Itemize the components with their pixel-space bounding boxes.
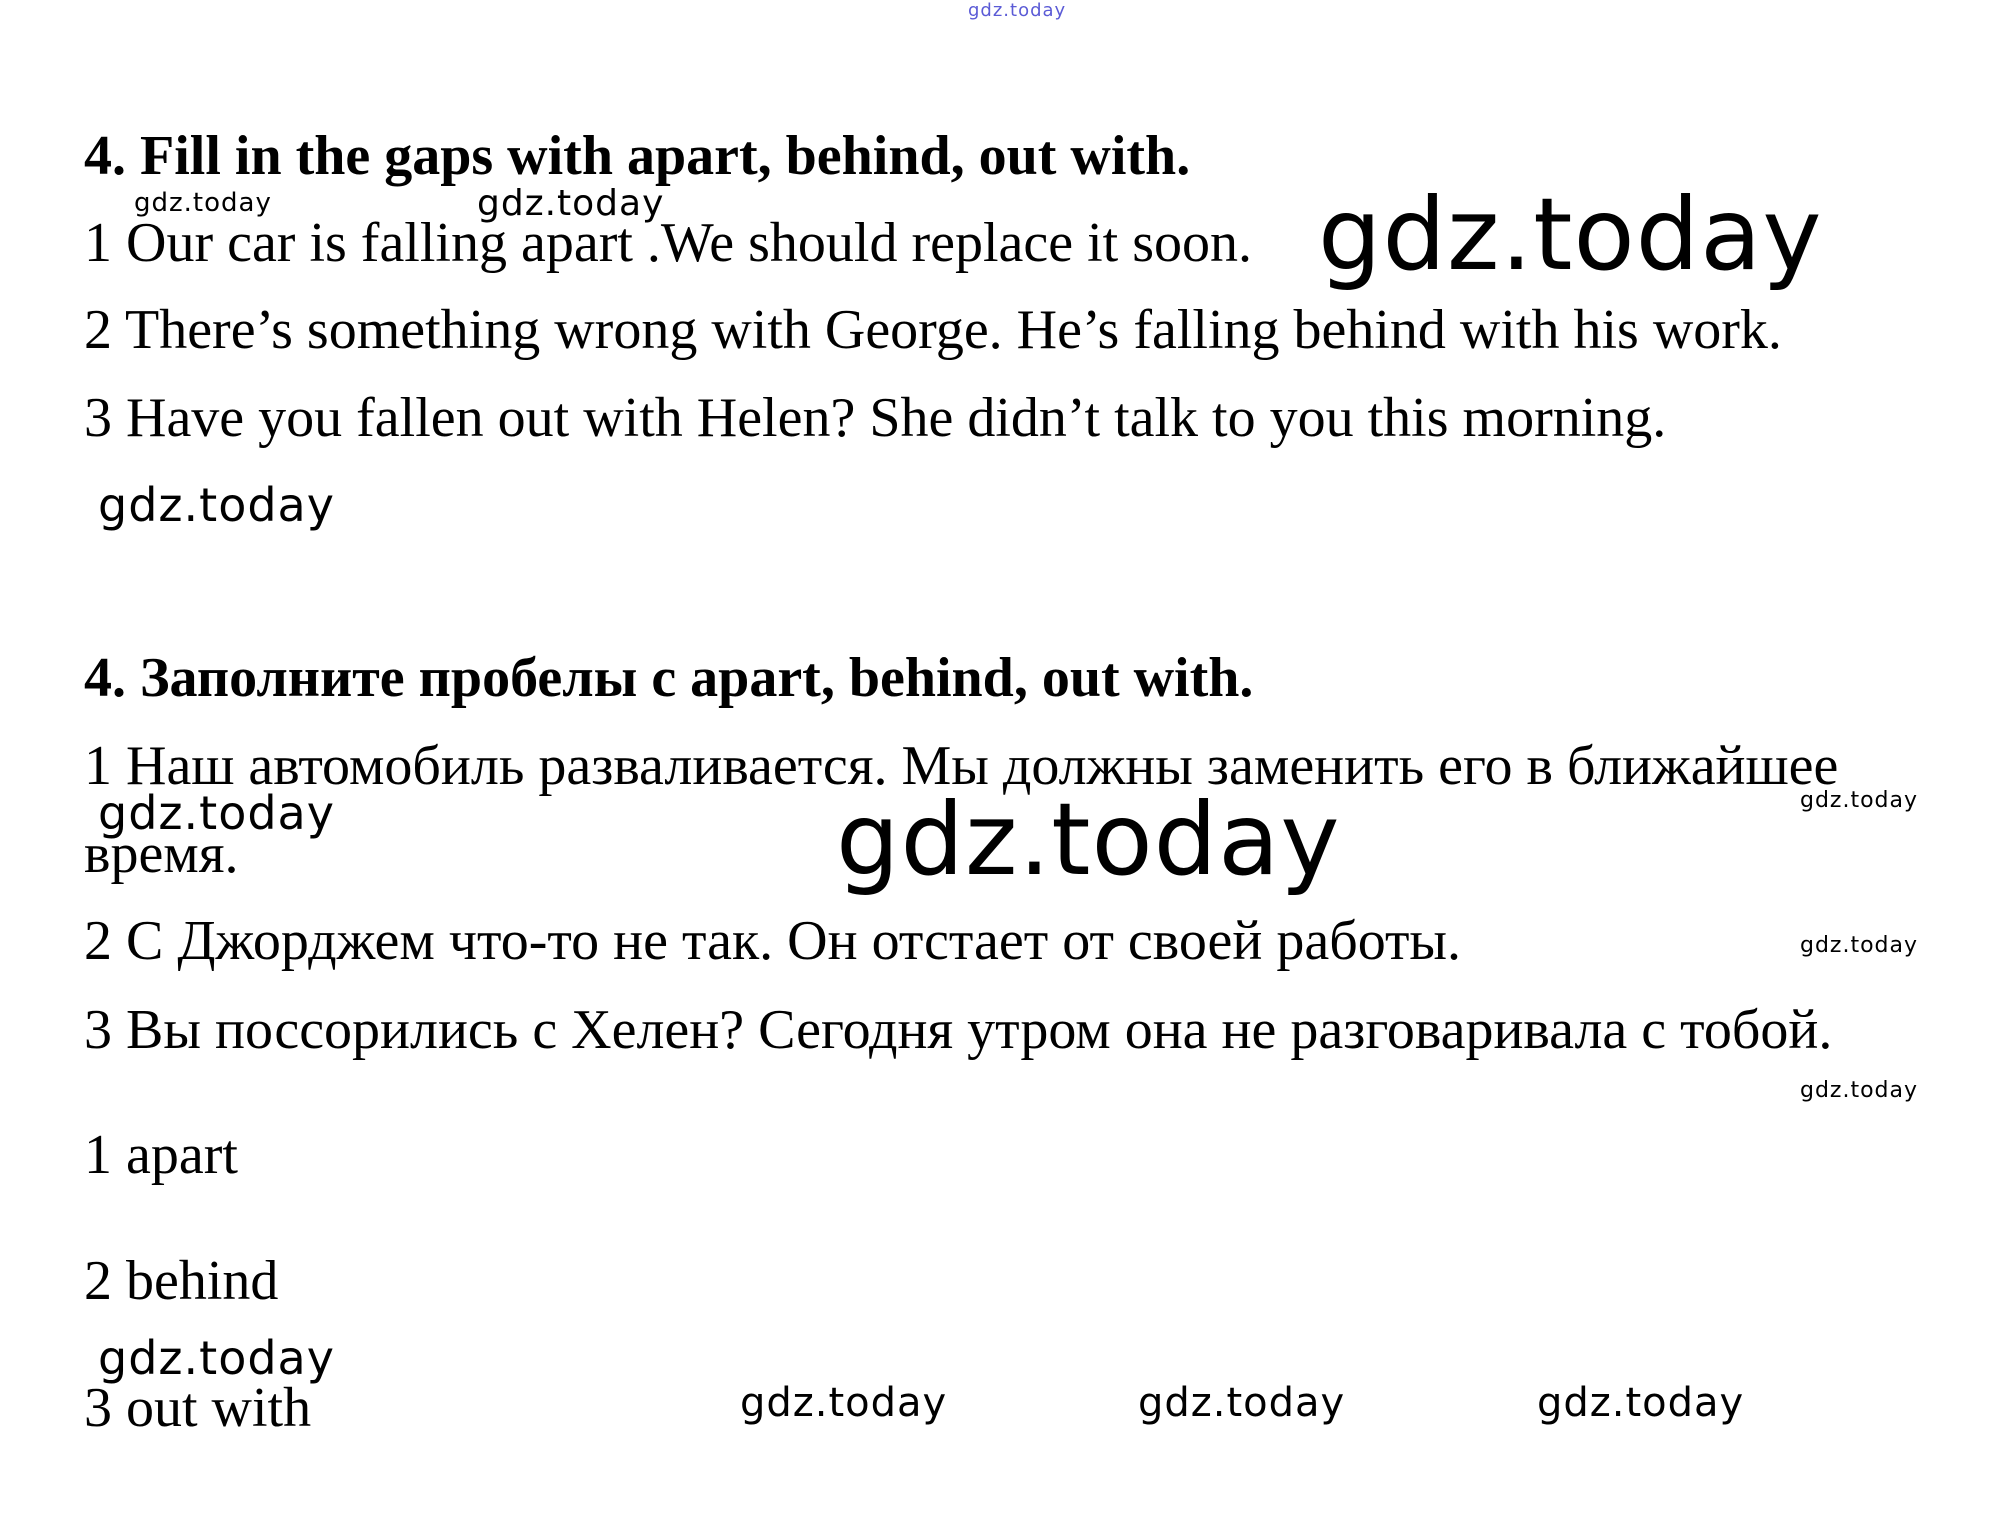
russian-heading: 4. Заполните пробелы с apart, behind, out with. xyxy=(84,647,1254,709)
watermark-small-5: gdz.today xyxy=(1800,1078,1919,1103)
watermark-large-2: gdz.today xyxy=(836,781,1341,898)
russian-item-3: 3 Вы поссорились с Хелен? Сегодня утром она не разговаривала с тобой. xyxy=(84,999,1833,1061)
watermark-top: gdz.today xyxy=(968,0,1067,21)
watermark-medium-1: gdz.today xyxy=(98,478,335,532)
russian-item-2: 2 С Джорджем что-то не так. Он отстает от своей работы. xyxy=(84,910,1462,972)
answer-1: 1 apart xyxy=(84,1124,238,1186)
answer-2: 2 behind xyxy=(84,1250,279,1312)
watermark-medium-3: gdz.today xyxy=(98,1331,335,1385)
english-heading: 4. Fill in the gaps with apart, behind, out with. xyxy=(84,125,1191,187)
russian-item-1-line-1: 1 Наш автомобиль разваливается. Мы должны заменить его в ближайшее xyxy=(84,735,1839,797)
russian-item-1-line-2: время. xyxy=(84,823,239,885)
watermark-small-2: gdz.today xyxy=(477,183,665,224)
watermark-small-4: gdz.today xyxy=(1800,933,1919,958)
watermark-medium-4: gdz.today xyxy=(740,1380,948,1426)
watermark-medium-5: gdz.today xyxy=(1138,1380,1346,1426)
answer-3: 3 out with xyxy=(84,1377,312,1439)
watermark-medium-2: gdz.today xyxy=(98,786,335,840)
english-item-1: 1 Our car is falling apart .We should replace it soon. xyxy=(84,212,1253,274)
watermark-small-1: gdz.today xyxy=(134,188,272,218)
english-item-3: 3 Have you fallen out with Helen? She didn’t talk to you this morning. xyxy=(84,387,1667,449)
watermark-large-1: gdz.today xyxy=(1318,176,1823,293)
watermark-medium-6: gdz.today xyxy=(1537,1380,1745,1426)
english-item-2: 2 There’s something wrong with George. He’s falling behind with his work. xyxy=(84,299,1782,361)
watermark-small-3: gdz.today xyxy=(1800,788,1919,813)
